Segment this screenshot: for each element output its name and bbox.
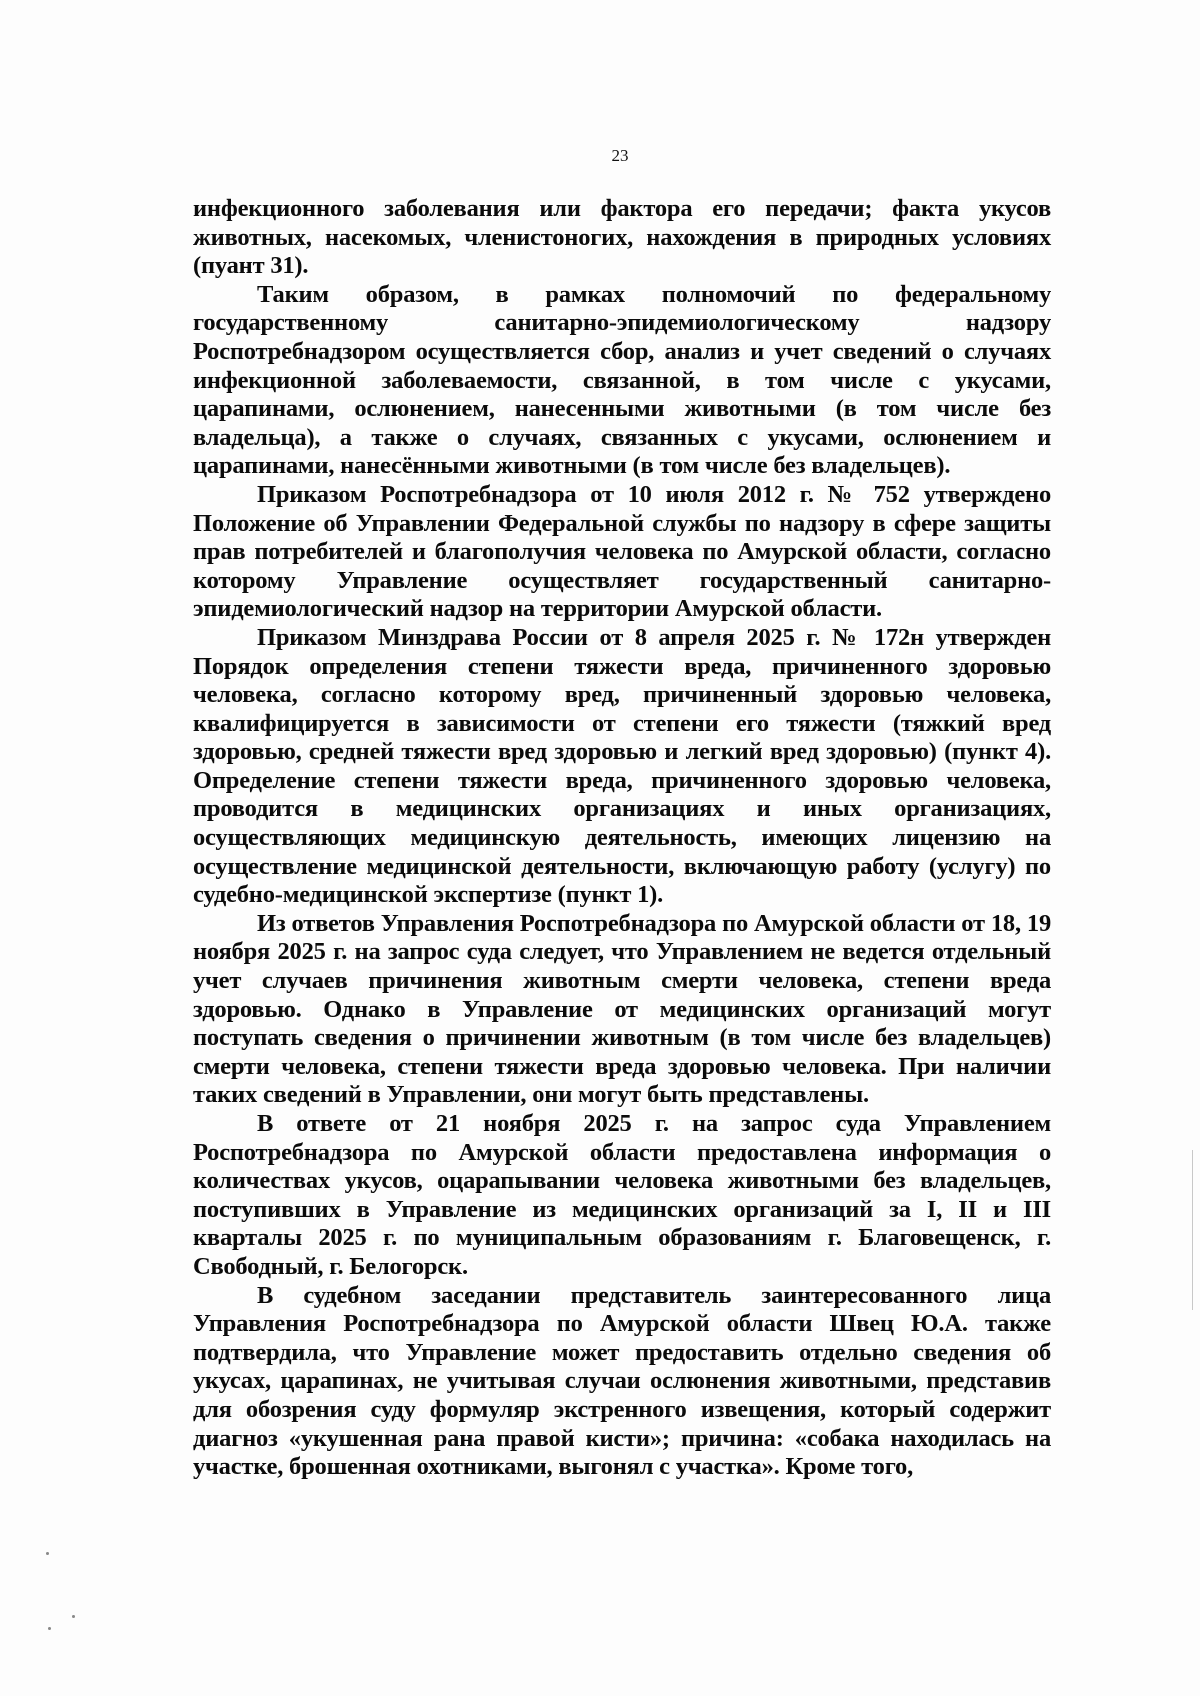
paragraph-1: инфекционного заболевания или фактора его передачи; факта укусов животных, насекомых, членистоногих, нахождения в природных условиях (пуант 31). <box>193 195 1051 280</box>
paragraph-6: В ответе от 21 ноября 2025 г. на запрос суда Управлением Роспотребнадзора по Амурской области предоставлена информация о количествах укусов, оцарапывании человека животными без владельцев, поступивших в Управление из медицинских организаций за I, II и III кварталы 2025 г. по муниципальным образованиям г. Благовещенск, г. Свободный, г. Белогорск. <box>193 1110 1051 1280</box>
paragraph-3: Приказом Роспотребнадзора от 10 июля 2012 г. № 752 утверждено Положение об Управлении Федеральной службы по надзору в сфере защиты прав потребителей и благополучия человека по Амурской области, согласно которому Управление осуществляет государственный санитарно-эпидемиологический надзор на территории Амурской области. <box>193 480 1051 623</box>
scan-speck <box>46 1552 49 1555</box>
page-number: 23 <box>611 146 629 165</box>
document-body <box>193 195 1051 1482</box>
paragraph-2: Таким образом, в рамках полномочий по федеральному государственному санитарно-эпидемиологическому надзору Роспотребнадзором осуществляется сбор, анализ и учет сведений о случаях инфекционной заболеваемости, связанной, в том числе с укусами, царапинами, ослюнением, нанесенными животными (в том числе без владельца), а также о случаях, связанных с укусами, ослюнением и царапинами, нанесёнными животными (в том числе без владельцев). <box>193 280 1051 480</box>
paragraph-4: Приказом Минздрава России от 8 апреля 2025 г. № 172н утвержден Порядок определения степени тяжести вреда, причиненного здоровью человека, согласно которому вред, причиненный здоровью человека, квалифицируется в зависимости от степени его тяжести (тяжкий вред здоровью, средней тяжести вред здоровью и легкий вред здоровью) (пункт 4). Определение степени тяжести вреда, причиненного здоровью человека, проводится в медицинских организациях и иных организациях, осуществляющих медицинскую деятельность, имеющих лицензию на осуществление медицинской деятельности, включающую работу (услугу) по судебно-медицинской экспертизе (пункт 1). <box>193 623 1051 909</box>
paragraph-7: В судебном заседании представитель заинтересованного лица Управления Роспотребнадзора по Амурской области Швец Ю.А. также подтвердила, что Управление может предоставить отдельно сведения об укусах, царапинах, не учитывая случаи ослюнения животными, представив для обозрения суду формуляр экстренного извещения, который содержит диагноз «укушенная рана правой кисти»; причина: «собака находилась на участке, брошенная охотниками, выгонял с участка». Кроме того, <box>193 1281 1051 1481</box>
scan-edge-line <box>1192 1150 1193 1310</box>
paragraph-5: Из ответов Управления Роспотребнадзора по Амурской области от 18, 19 ноября 2025 г. на запрос суда следует, что Управлением не ведется отдельный учет случаев причинения животным смерти человека, степени вреда здоровью. Однако в Управление от медицинских организаций могут поступать сведения о причинении животным (в том числе без владельцев) смерти человека, степени тяжести вреда здоровью человека. При наличии таких сведений в Управлении, они могут быть представлены. <box>193 909 1051 1109</box>
scan-speck <box>48 1627 51 1630</box>
scan-speck <box>72 1615 75 1618</box>
